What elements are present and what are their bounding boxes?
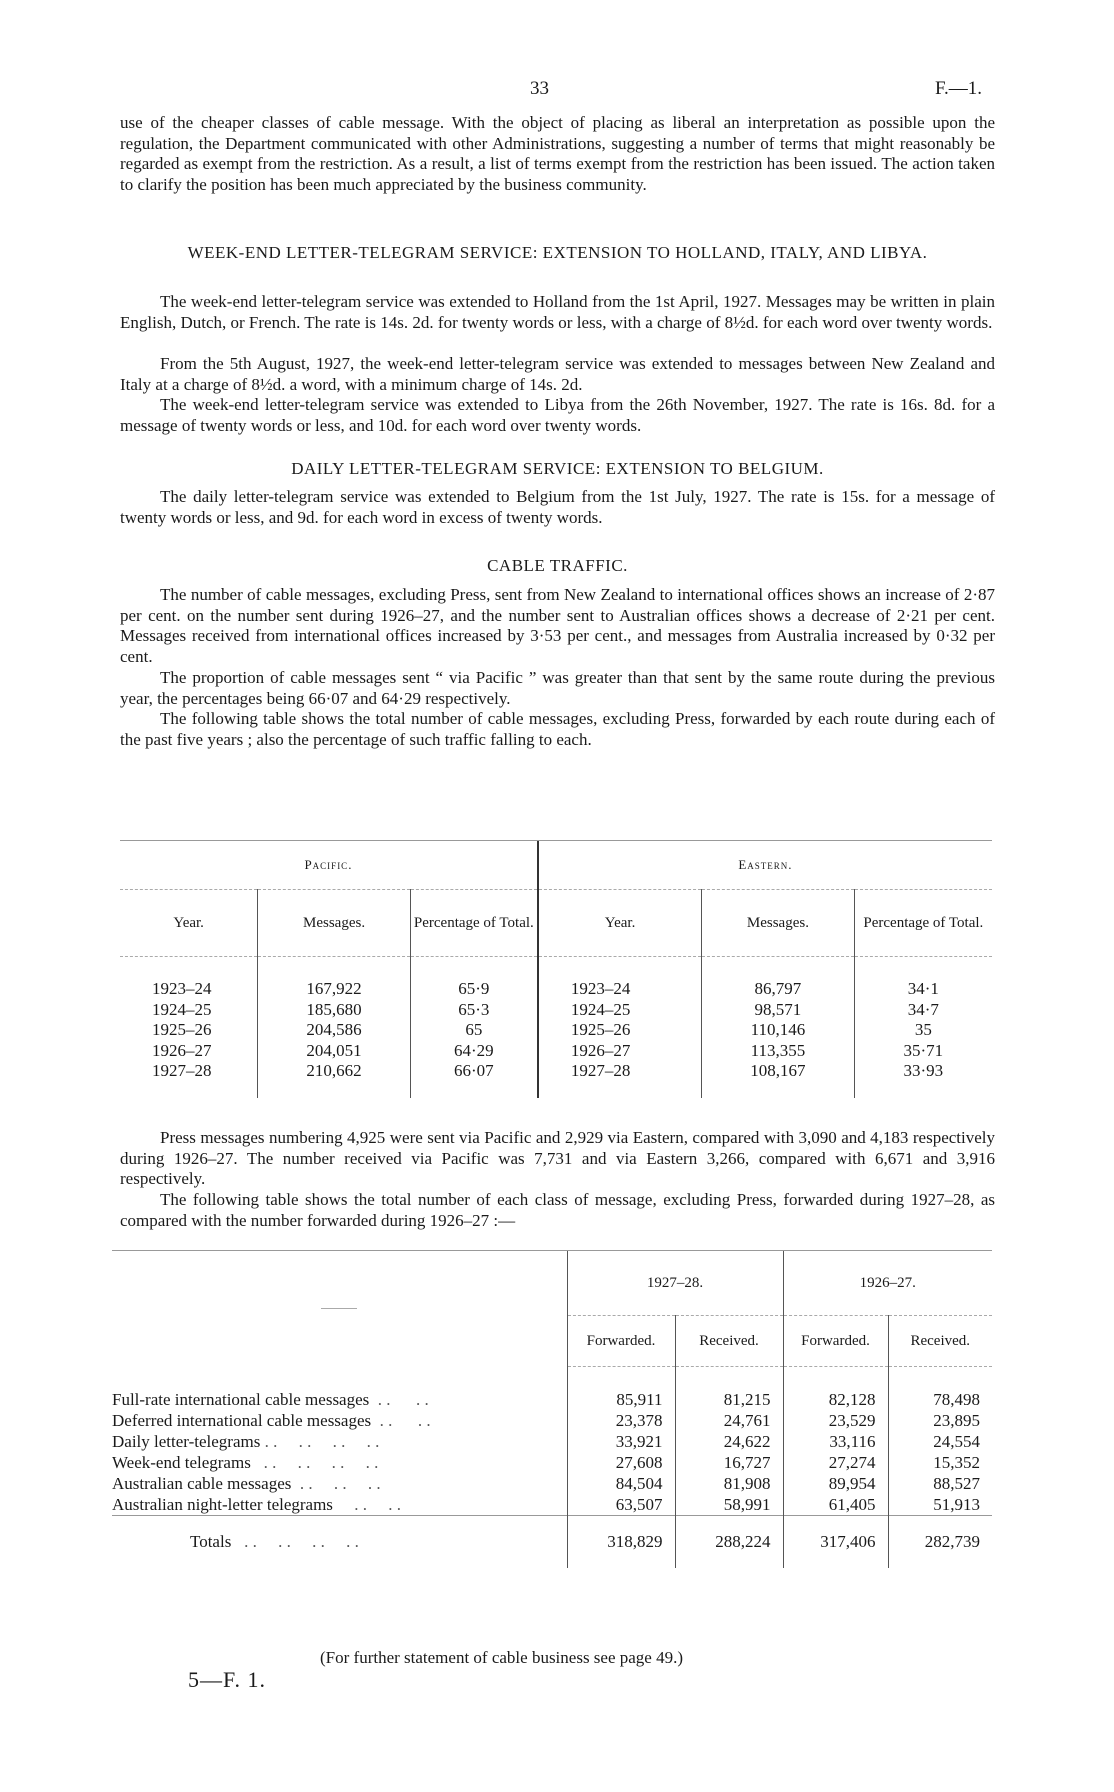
- pacific-messages-cell: 210,662: [258, 1061, 410, 1082]
- year-1927-28-header: 1927–28.: [567, 1251, 783, 1316]
- routes-row: [120, 1061, 992, 1082]
- forwarded-1926-27-cell: 33,116: [783, 1431, 888, 1452]
- eastern-percentage-cell: 34·7: [907, 999, 939, 1019]
- pacific-percentage-cell: 66·07: [410, 1061, 538, 1082]
- message-class-table: [112, 1250, 992, 1568]
- table-row: [112, 1494, 992, 1516]
- received-1926-27-cell: 88,527: [933, 1474, 980, 1493]
- received-1927-28-cell: 24,622: [675, 1431, 783, 1452]
- routes-row: [120, 1041, 992, 1062]
- pacific-percentage-header: Percentage of Total.: [410, 890, 538, 957]
- eastern-year-cell: 1924–25: [538, 1000, 702, 1021]
- received-1926-27-cell: 78,498: [933, 1390, 980, 1409]
- cable-section-heading: CABLE TRAFFIC.: [487, 556, 628, 575]
- pacific-messages-cell: 204,586: [258, 1020, 410, 1041]
- leader-dots: . . . .: [332, 1495, 401, 1514]
- pacific-year-cell: 1926–27: [120, 1041, 258, 1062]
- year-1926-27-header: 1926–27.: [783, 1251, 992, 1316]
- eastern-messages-cell: 98,571: [702, 1000, 854, 1021]
- forwarded-1926-27-cell: 23,529: [783, 1410, 888, 1431]
- pacific-messages-header: Messages.: [258, 890, 410, 957]
- forwarded-1926-27-cell: 61,405: [783, 1494, 888, 1516]
- signature-code: 5—F. 1.: [188, 1667, 266, 1692]
- pacific-percentage-cell: 65: [410, 1020, 538, 1041]
- eastern-percentage-cell: 33·93: [903, 1061, 944, 1080]
- forwarded-1926-27-cell: 82,128: [783, 1389, 888, 1410]
- table-row: [112, 1431, 992, 1452]
- weekend-paragraph-holland: The week-end letter-telegram service was extended to Holland from the 1st April, 1927. Messages may be written in plain English, Dutch, or French. The rate is 14s. 2d. for twenty words or less, with a charge of 8½d. for each word over twenty words.: [120, 292, 995, 332]
- eastern-year-cell: 1923–24: [538, 979, 702, 1000]
- weekend-paragraph-italy: From the 5th August, 1927, the week-end letter-telegram service was extended to messages between New Zealand and Italy at a charge of 8½d. a word, with a minimum charge of 14s. 2d.: [120, 354, 995, 394]
- eastern-percentage-header: Percentage of Total.: [854, 890, 992, 957]
- cable-paragraph-following: The following table shows the total number of cable messages, excluding Press, forwarded by each route during each of the past five years ; also the percentage of such traffic falling to each.: [120, 709, 995, 749]
- eastern-year-header: Year.: [538, 890, 702, 957]
- leader-dots: . . . . . . . .: [250, 1453, 379, 1472]
- received-1927-28-cell: 81,908: [675, 1473, 783, 1494]
- label-column-header: [112, 1251, 567, 1367]
- pacific-percentage-cell: 65·9: [410, 979, 538, 1000]
- forwarded-1927-28-cell: 27,608: [567, 1452, 675, 1473]
- weekend-paragraph-libya: The week-end letter-telegram service was extended to Libya from the 26th November, 1927. The rate is 16s. 8d. for a message of twenty words or less, and 10d. for each word over twenty words.: [120, 395, 995, 435]
- pacific-group-header: Pacific.: [120, 841, 538, 890]
- cable-paragraph-proportion: The proportion of cable messages sent “ via Pacific ” was greater than that sent by the same route during the previous year, the percentages being 66·07 and 64·29 respectively.: [120, 668, 995, 708]
- total-received-1926-27: 282,739: [888, 1516, 992, 1569]
- received-1927-28-cell: 16,727: [675, 1452, 783, 1473]
- total-forwarded-1926-27: 317,406: [783, 1516, 888, 1569]
- class-table-intro-paragraph: The following table shows the total number of each class of message, excluding Press, forwarded during 1927–28, as compared with the number forwarded during 1926–27 :—: [120, 1190, 995, 1230]
- received-1926-27-cell: 15,352: [933, 1453, 980, 1472]
- routes-row: [120, 1020, 992, 1041]
- pacific-percentage-cell: 65·3: [410, 1000, 538, 1021]
- forwarded-1927-28-cell: 23,378: [567, 1410, 675, 1431]
- eastern-year-cell: 1925–26: [538, 1020, 702, 1041]
- eastern-messages-cell: 86,797: [702, 979, 854, 1000]
- row-label: Deferred international cable messages: [112, 1411, 372, 1430]
- press-paragraph: Press messages numbering 4,925 were sent via Pacific and 2,929 via Eastern, compared with 3,090 and 4,183 respectively during 1926–27. The number received via Pacific was 7,731 and via Eastern 3,266, compared with 6,671 and 3,916 respectively.: [120, 1128, 995, 1188]
- daily-paragraph: The daily letter-telegram service was extended to Belgium from the 1st July, 1927. The rate is 15s. for a message of twenty words or less, and 9d. for each word in excess of twenty words.: [120, 487, 995, 527]
- pacific-year-cell: 1924–25: [120, 1000, 258, 1021]
- table-row: [112, 1410, 992, 1431]
- forwarded-1927-28-cell: 84,504: [567, 1473, 675, 1494]
- row-label: Australian night-letter telegrams: [112, 1495, 333, 1514]
- pacific-messages-cell: 185,680: [258, 1000, 410, 1021]
- table-row: [112, 1473, 992, 1494]
- forwarded-1927-28-cell: 85,911: [567, 1389, 675, 1410]
- routes-row: [120, 979, 992, 1000]
- forwarded-1927-28-cell: 33,921: [567, 1431, 675, 1452]
- routes-row: [120, 1000, 992, 1021]
- eastern-messages-cell: 108,167: [702, 1061, 854, 1082]
- row-label: Full-rate international cable messages: [112, 1390, 370, 1409]
- leader-dots: . . . . . .: [291, 1474, 381, 1493]
- pacific-messages-cell: 204,051: [258, 1041, 410, 1062]
- table-row: [112, 1452, 992, 1473]
- footnote: (For further statement of cable business see page 49.): [320, 1648, 684, 1667]
- leader-dots: . . . . . . . .: [231, 1532, 359, 1551]
- cable-paragraph-increase: The number of cable messages, excluding Press, sent from New Zealand to international offices shows an increase of 2·87 per cent. on the number sent during 1926–27, and the number sent to Australian offices shows a decrease of 2·21 per cent. Messages received from international offices increased by 3·53 per cent., and messages from Australia increased by 0·32 per cent.: [120, 585, 995, 666]
- total-forwarded-1927-28: 318,829: [567, 1516, 675, 1569]
- received-1926-27-header: Received.: [888, 1316, 992, 1367]
- received-1927-28-header: Received.: [675, 1316, 783, 1367]
- eastern-group-header: Eastern.: [738, 857, 793, 872]
- pacific-year-cell: 1927–28: [120, 1061, 258, 1082]
- pacific-year-cell: 1925–26: [120, 1020, 258, 1041]
- eastern-percentage-cell: 34·1: [907, 979, 939, 998]
- routes-table: [120, 840, 992, 1098]
- pacific-percentage-cell: 64·29: [410, 1041, 538, 1062]
- eastern-messages-header: Messages.: [702, 890, 854, 957]
- totals-row: [112, 1516, 992, 1569]
- pacific-year-header: Year.: [120, 890, 258, 957]
- received-1927-28-cell: 81,215: [675, 1389, 783, 1410]
- pacific-year-cell: 1923–24: [120, 979, 258, 1000]
- row-label: Australian cable messages: [112, 1474, 292, 1493]
- totals-label: Totals: [190, 1532, 232, 1551]
- forwarded-1927-28-cell: 63,507: [567, 1494, 675, 1516]
- eastern-percentage-cell: 35·71: [903, 1040, 944, 1060]
- received-1926-27-cell: 23,895: [933, 1411, 980, 1430]
- leader-dots: . . . . . . . .: [260, 1432, 380, 1451]
- forwarded-1927-28-header: Forwarded.: [567, 1316, 675, 1367]
- row-label: Daily letter-telegrams: [112, 1432, 261, 1451]
- forwarded-1926-27-cell: 27,274: [783, 1452, 888, 1473]
- leader-dots: . . . .: [369, 1390, 429, 1409]
- eastern-percentage-cell: 35: [914, 1020, 932, 1039]
- document-code: F.—1.: [935, 78, 983, 99]
- total-received-1927-28: 288,224: [675, 1516, 783, 1569]
- forwarded-1926-27-cell: 89,954: [783, 1473, 888, 1494]
- table-row: [112, 1389, 992, 1410]
- eastern-messages-cell: 110,146: [702, 1020, 854, 1041]
- received-1926-27-cell: 51,913: [933, 1495, 980, 1514]
- forwarded-1926-27-header: Forwarded.: [783, 1316, 888, 1367]
- leader-dots: . . . .: [371, 1411, 431, 1430]
- received-1927-28-cell: 24,761: [675, 1410, 783, 1431]
- received-1927-28-cell: 58,991: [675, 1494, 783, 1516]
- received-1926-27-cell: 24,554: [933, 1432, 980, 1451]
- page-number: 33: [530, 78, 549, 99]
- header-dash: [321, 1308, 357, 1309]
- weekend-section-heading: WEEK-END LETTER-TELEGRAM SERVICE: EXTENSION TO HOLLAND, ITALY, AND LIBYA.: [187, 243, 928, 262]
- eastern-year-cell: 1927–28: [538, 1061, 702, 1082]
- pacific-messages-cell: 167,922: [258, 979, 410, 1000]
- row-label: Week-end telegrams: [112, 1453, 251, 1472]
- eastern-messages-cell: 113,355: [702, 1041, 854, 1062]
- intro-paragraph: use of the cheaper classes of cable message. With the object of placing as liberal an interpretation as possible upon the regulation, the Department communicated with other Administrations, suggesting a number of terms that might reasonably be regarded as exempt from the restriction. As a result, a list of terms exempt from the restriction has been issued. The action taken to clarify the position has been much appreciated by the business community.: [120, 113, 995, 194]
- eastern-year-cell: 1926–27: [538, 1041, 702, 1062]
- daily-section-heading: DAILY LETTER-TELEGRAM SERVICE: EXTENSION TO BELGIUM.: [291, 459, 824, 478]
